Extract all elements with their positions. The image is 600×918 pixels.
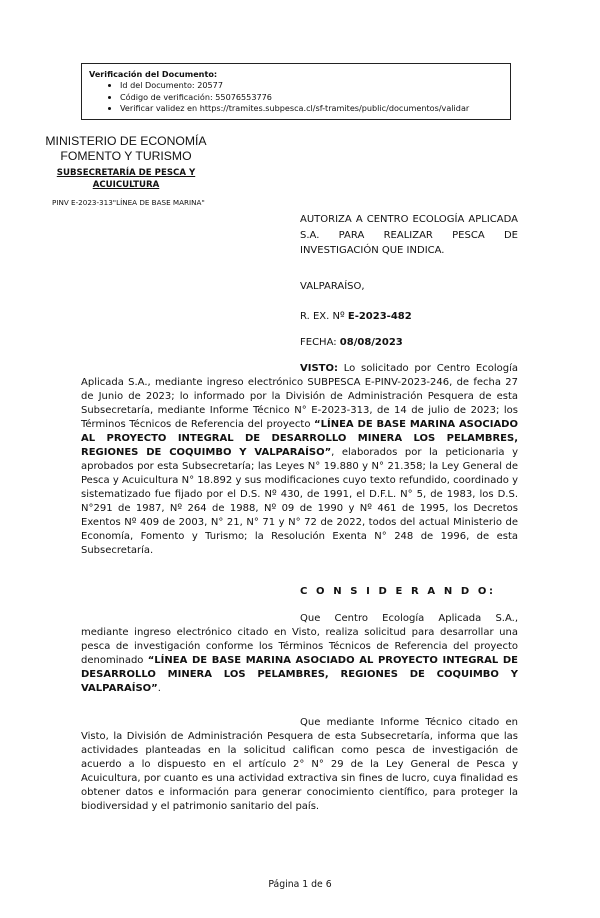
considerando-1-project-title: “LÍNEA DE BASE MARINA ASOCIADO AL PROYECTO INTEGRAL DE DESARROLLO MINERA LOS PELAMBRES, REGIONES DE COQUIMBO Y VALPARAÍSO”: [81, 655, 518, 694]
subsecretaria-line-2: ACUICULTURA: [92, 179, 160, 190]
resolution-number: [300, 310, 518, 324]
project-reference: PINV E-2023-313"LÍNEA DE BASE MARINA": [52, 198, 205, 207]
verification-box: [81, 63, 511, 120]
considerando-1-text: Que Centro Ecología Aplicada S.A., mediante ingreso electrónico citado en Visto, realiza solicitud para desarrollar una pesca de investigación conforme los Términos Técnicos de Referencia del proyecto denominado: [81, 613, 518, 666]
date-value: 08/08/2023: [339, 337, 403, 348]
considerando-1-end: .: [157, 683, 161, 694]
ministry-line-2: FOMENTO Y TURISMO: [60, 148, 192, 163]
date-label: FECHA:: [300, 337, 340, 348]
visto-paragraph: [81, 362, 518, 558]
visto-text-2: , elaborados por la peticionaria y aprobados por esta Subsecretaría; las Leyes N° 19.880 y N° 21.358; la Ley General de Pesca y Acuicultura N° 18.892 y sus modificaciones cuyo texto refundido, coordinado y sistematizado fue fijado por el D.S. Nº 430, de 1991, el D.F.L. N° 5, de 1983, los D.S. N°291 de 1987, Nº 264 de 1988, Nº 09 de 1990 y Nº 461 de 1995, los Decretos Exentos Nº 409 de 2003, N° 21, N° 71 y N° 72 de 2022, todos del actual Ministerio de Economía, Fomento y Turismo; la Resolución Exenta N° 248 de 1996, de esta Subsecretaría.: [81, 447, 518, 556]
visto-label: VISTO:: [300, 363, 338, 374]
considerando-heading: C O N S I D E R A N D O:: [300, 586, 496, 597]
ministry-name: [42, 134, 210, 163]
ministry-line-1: MINISTERIO DE ECONOMÍA: [45, 134, 207, 148]
resolution-date: [300, 336, 518, 350]
visto-text-1: Lo solicitado por Centro Ecología Aplicada S.A., mediante ingreso electrónico SUBPESCA E-PINV-2023-246, de fecha 27 de Junio de 2023; lo informado por la División de Administración Pesquera de esta Subsecretaría, mediante Informe Técnico N° E-2023-313, de 14 de julio de 2023; los Términos Técnicos de Referencia del proyecto: [81, 363, 518, 430]
subsecretaria-line-1: SUBSECRETARÍA DE PESCA Y: [56, 168, 196, 178]
resolution-summary: AUTORIZA A CENTRO ECOLOGÍA APLICADA S.A. PARA REALIZAR PESCA DE INVESTIGACIÓN QUE INDICA.: [300, 214, 518, 256]
place: VALPARAÍSO,: [300, 281, 365, 292]
visto-project-title: “LÍNEA DE BASE MARINA ASOCIADO AL PROYECTO INTEGRAL DE DESARROLLO MINERA LOS PELAMBRES, REGIONES DE COQUIMBO Y VALPARAÍSO”: [81, 419, 518, 458]
verification-document-id: • Id del Documento: 20577: [120, 80, 510, 91]
considerando-2-text: Que mediante Informe Técnico citado en Visto, la División de Administración Pesquera de esta Subsecretaría, informa que las actividades planteadas en la solicitud califican como pesca de investigación de acuerdo a lo dispuesto en el artículo 2° N° 29 de la Ley General de Pesca y Acuicultura, por cuanto es una actividad extractiva sin fines de lucro, cuya finalidad es obtener datos e información para generar conocimiento científico, para proteger la biodiversidad y el patrimonio sanitario del país.: [81, 717, 518, 812]
verification-code: • Código de verificación: 55076553776: [120, 92, 510, 103]
verification-list: [89, 80, 510, 114]
resolution-value: E-2023-482: [347, 311, 412, 322]
resolution-label: R. EX. Nº: [300, 311, 348, 322]
verification-url[interactable]: • Verificar validez en https://tramites.subpesca.cl/sf-tramites/public/documentos/validar: [120, 103, 510, 114]
verification-title: Verificación del Documento:: [89, 69, 218, 79]
page-number: Página 1 de 6: [268, 879, 332, 890]
subsecretaria-name: [40, 168, 212, 191]
considerando-paragraph-1: [81, 612, 518, 696]
considerando-paragraph-2: [81, 716, 518, 814]
